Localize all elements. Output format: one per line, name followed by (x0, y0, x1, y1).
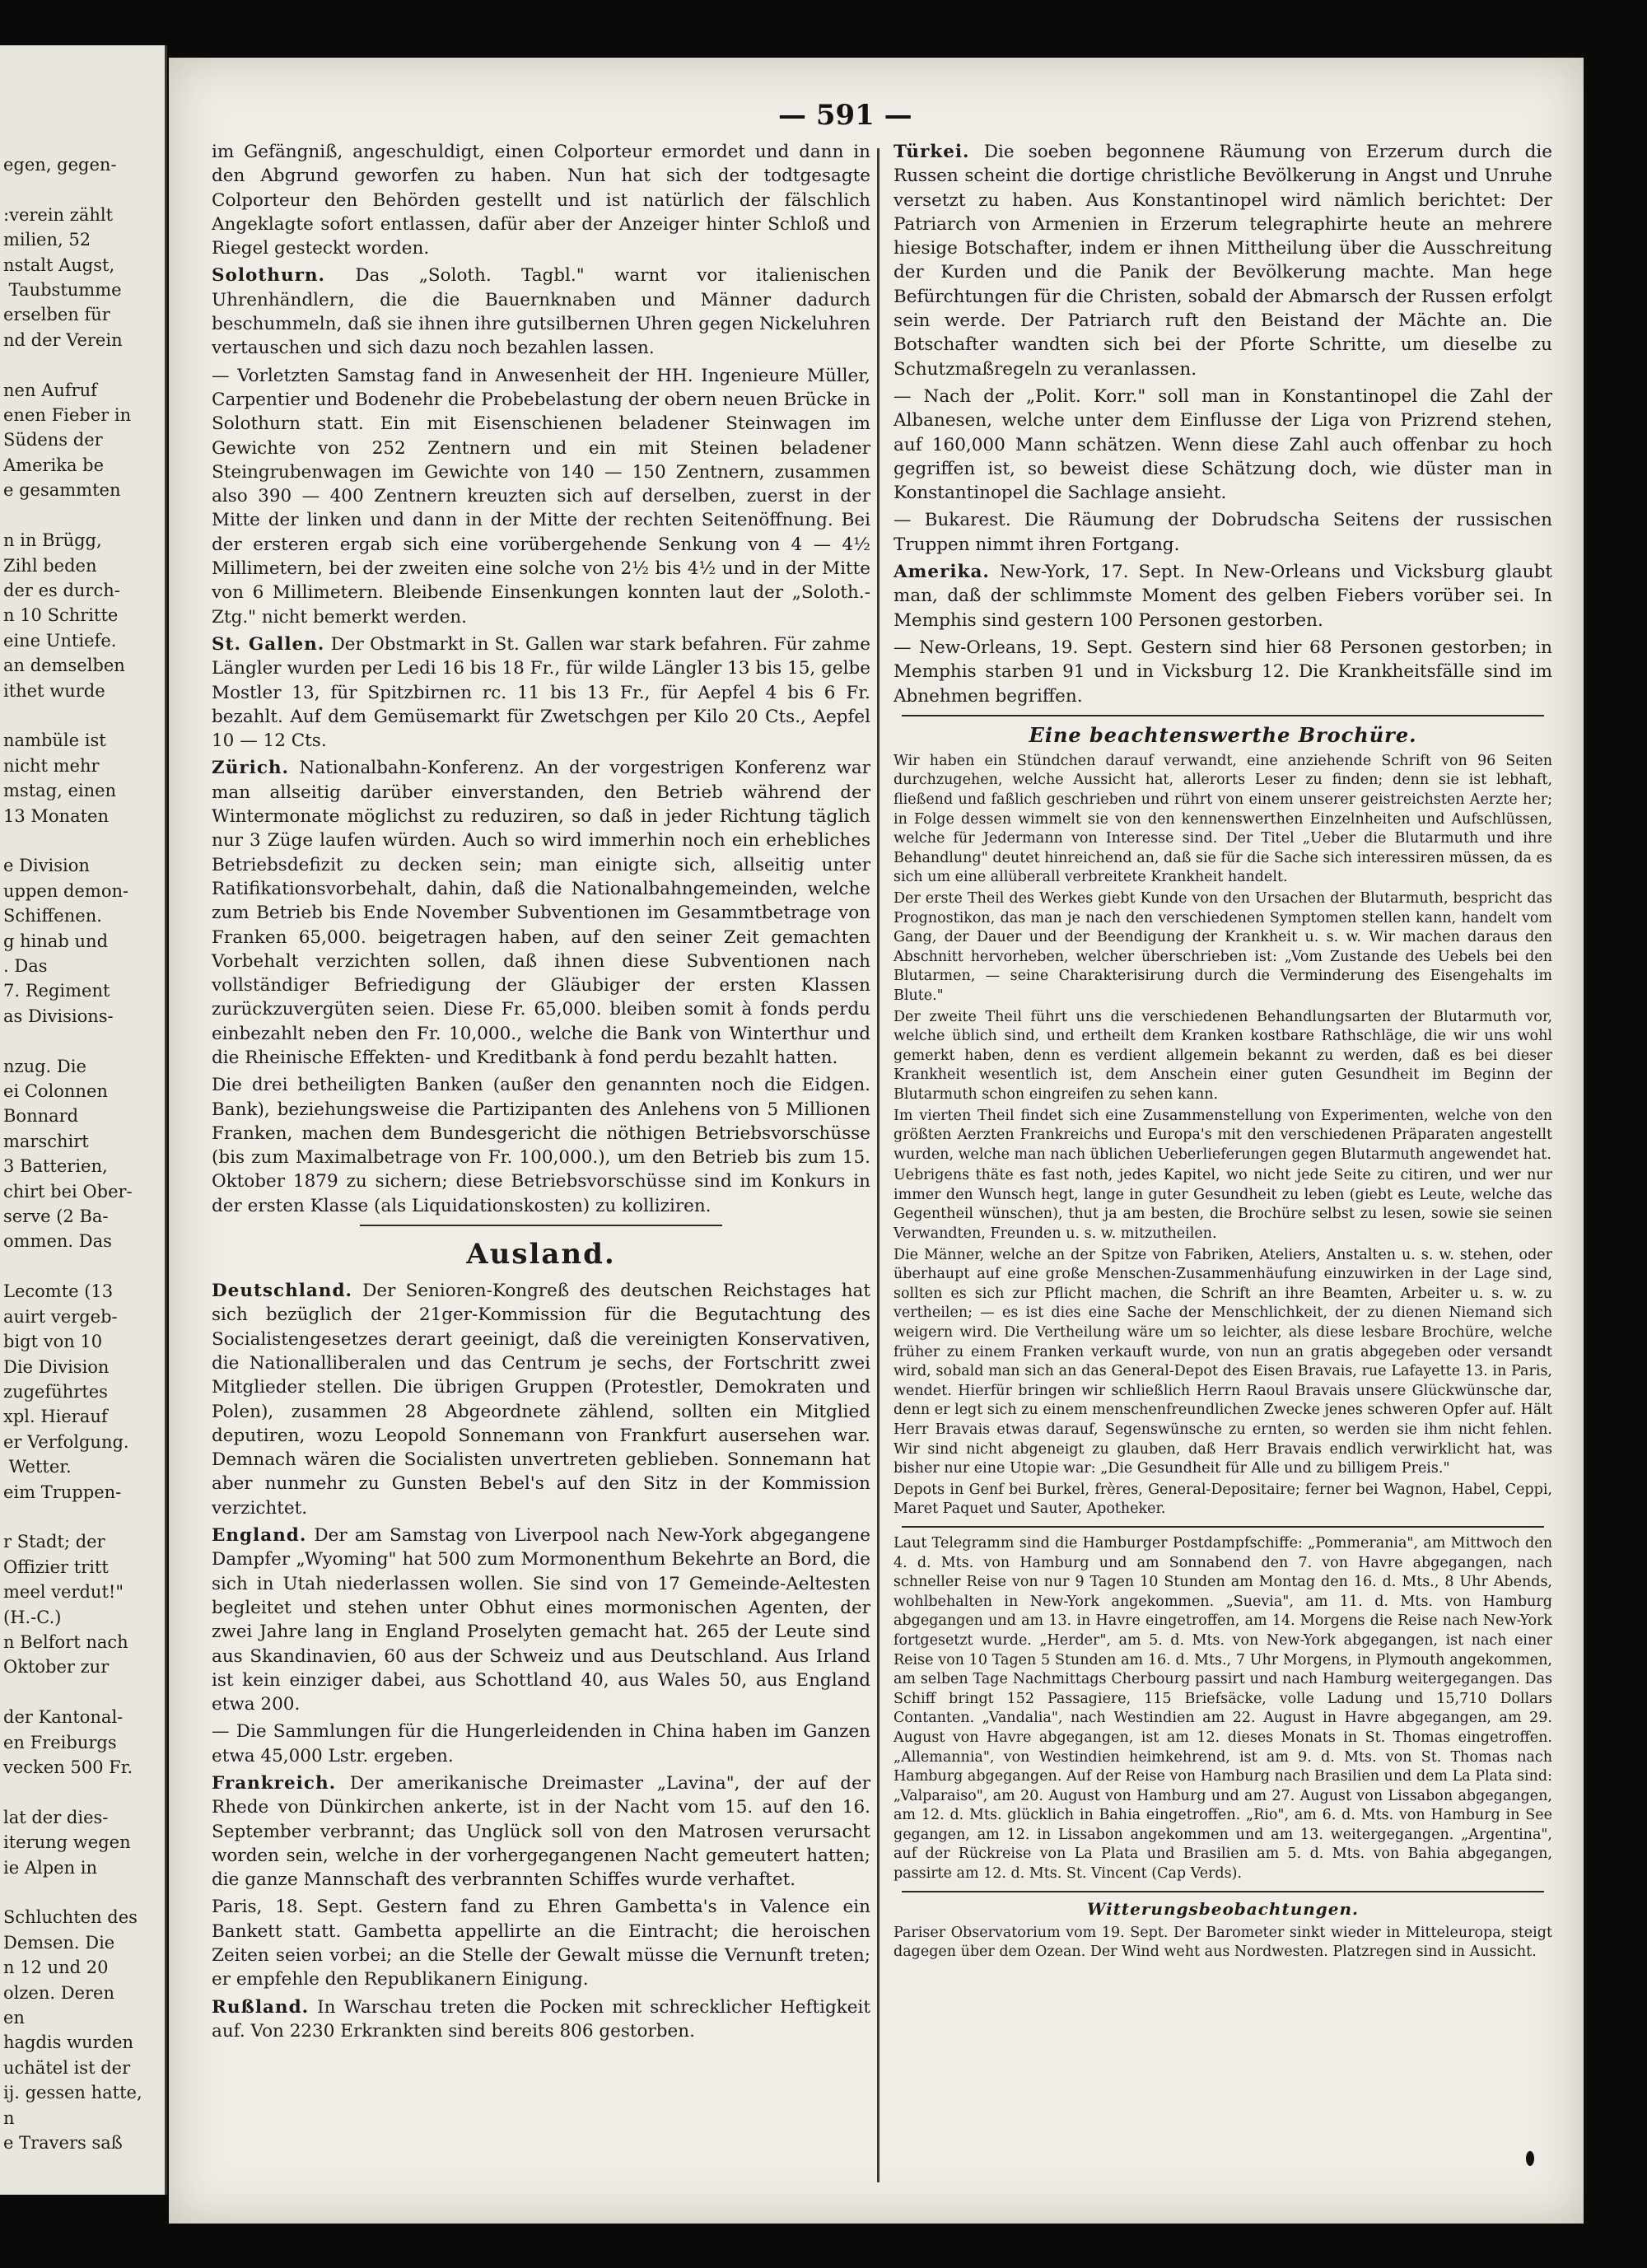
article-body: Das „Soloth. Tagbl." warnt vor italienischen Uhrenhändlern, die die Bauernknaben und Männer dadurch beschummeln, daß sie ihnen ihre gutsilbernen Uhren gegen Nickeluhren vertauschen und sich dazu noch bezahlen lassen. (212, 265, 870, 359)
newspaper-page (169, 58, 1584, 2224)
article-body: New-York, 17. Sept. In New-Orleans und Vicksburg glaubt man, daß der schlimmste Moment des gelben Fiebers vorüber sei. In Memphis sind gestern 100 Personen gestorben. (893, 562, 1552, 631)
column-left (212, 140, 870, 2046)
article-paragraph: — Nach der „Polit. Korr." soll man in Konstantinopel die Zahl der Albanesen, welche unter dem Einflusse der Liga von Prizrend stehen, auf 160,000 Mann schätzen. Wenn diese Zahl auch offenbar zu hoch gegriffen ist, so beweist diese Schätzung doch, wie düster man in Konstantinopel die Sachlage ansieht. (893, 385, 1552, 504)
article-russland (212, 1995, 870, 2044)
shipping-notice: Laut Telegramm sind die Hamburger Postdampfschiffe: „Pommerania", am Mittwoch den 4. d. Mts. von Hamburg und am Sonnabend den 7. von Havre abgegangen, nach schneller Reise von nur 9 Tagen 10 Stunden am Montag den 16. d. Mts., 8 Uhr Abends, wohlbehalten in New-York angekommen. „Suevia", am 11. d. Mts. von Hamburg abgegangen und am 13. in Havre eingetroffen, am 14. Morgens die Reise nach New-York fortgesetzt wurde. „Herder", am 5. d. Mts. von New-York abgegangen, ist nach einer Reise von 10 Tagen 5 Stunden am 16. d. Mts., 7 Uhr Morgens, in Plymouth angekommen, am selben Tage Nachmittags Cherbourg passirt und nach Hamburg weitergegangen. Das Schiff bringt 152 Passagiere, 115 Briefsäcke, volle Ladung und 15,710 Dollars Contanten. „Vandalia", nach Westindien am 22. August in Havre abgegangen, am 29. August von Havre abgegangen, ist am 12. dieses Monats in St. Thomas eingetroffen. „Allemannia", von Westindien heimkehrend, ist am 9. d. Mts. von St. Thomas nach Hamburg abgegangen. Auf der Reise von Hamburg nach Brasilien und dem La Plata sind: „Valparaiso", am 20. August von Hamburg und am 27. August von Lissabon abgegangen, am 12. d. Mts. glücklich in Bahia eingetroffen. „Rio", am 6. d. Mts. von Hamburg in See gegangen, am 12. in Lissabon angekommen und am 13. weitergegangen. „Argentina", auf der Rückreise von La Plata und Brasilien am 5. d. Mts. von Bahia abgegangen, passirte am 12. d. Mts. St. Vincent (Cap Verds). (893, 1534, 1552, 1883)
article-heading: Solothurn. (212, 265, 326, 287)
article-st-gallen (212, 632, 870, 753)
article-heading: Zürich. (212, 758, 290, 779)
weather-title: Witterungsbeobachtungen. (1086, 1898, 1359, 1919)
article-paragraph: — Vorletzten Samstag fand in Anwesenheit der HH. Ingenieure Müller, Carpentier und Bodenehr die Probebelastung der obern neuen Brücke in Solothurn statt. Ein mit Eisenschienen beladener Steinwagen im Gewichte von 252 Zentnern und ein mit Steinen beladener Steingrubenwagen im Gewichte von 140 — 150 Zentnern, zusammen also 390 — 400 Zentnern kreuzten sich auf derselben, zuerst in der Mitte der linken und dann in der Mitte der rechten Seitenöffnung. Bei der ersteren ergab sich eine vorübergehende Senkung von 4 — 4½ Millimetern, bei der zweiten eine solche von 2½ bis 4½ und in der Mitte von 6 Millimetern. Bleibende Einsenkungen konnten laut der „Soloth.-Ztg." nicht bemerkt werden. (212, 365, 870, 628)
article-paragraph: — Die Sammlungen für die Hungerleidenden in China haben im Ganzen etwa 45,000 Lstr. ergeben. (212, 1721, 870, 1766)
section-rule (360, 1225, 722, 1226)
article-deutschland (212, 1279, 870, 1520)
article-paragraph: — New-Orleans, 19. Sept. Gestern sind hier 68 Personen gestorben; in Memphis starben 91 und in Vicksburg 12. Die Krankheitsfälle sind im Abnehmen begriffen. (893, 637, 1552, 707)
article-amerika (893, 560, 1552, 632)
brochure-paragraph: Wir haben ein Stündchen darauf verwandt, eine anziehende Schrift von 96 Seiten durchzugehen, welche Aussicht hat, allerorts Leser zu finden; denn sie ist lebhaft, fließend und faßlich geschrieben und rührt von einem unserer geistreichsten Aerzte her; in Folge dessen wimmelt sie von den kennenswerthen Einzelnheiten und Aufschlüssen, welche für Jedermann von Interesse sind. Der Titel „Ueber die Blutarmuth und ihre Behandlung" deutet hinreichend an, daß sie für die Sache sich interessiren müssen, da es sich um eine allüberall verbreitete Krankheit handelt. (893, 752, 1552, 886)
article-heading: England. (212, 1525, 307, 1547)
article-body: Der am Samstag von Liverpool nach New-York abgegangene Dampfer „Wyoming" hat 500 zum Mormonenthum Bekehrte an Bord, die sich in Utah niederlassen wollen. Sie sind von 17 Gemeinde-Aeltesten begleitet und stehen unter Obhut eines mormonischen Agenten, der zwei Jahre lang in England Proselyten gemacht hat. 265 der Leute sind aus Skandinavien, 60 aus der Schweiz und aus Deutschland. Aus Irland ist kein einziger dabei, aus Schottland 40, aus Wales 50, aus England etwa 200. (212, 1525, 870, 1715)
article-body: Nationalbahn-Konferenz. An der vorgestrigen Konferenz war man allseitig darüber einverstanden, den Betrieb während der Wintermonate möglichst zu reduziren, so daß in jeder Richtung täglich nur 3 Züge laufen würden. Auch so wird immerhin noch ein erhebliches Betriebsdefizit zu decken sein; man einigte sich, allseitig unter Ratifikationsvorbehalt, dahin, daß die Nationalbahngemeinden, welche zum Betrieb bis Ende November Subventionen im Gesammtbetrage von Franken 65,000. beigetragen haben, auf den seiner Zeit gemachten Vorbehalt verzichten sollen, daß ihnen diese Subventionen nach vollständiger Befriedigung der Gläubiger der ersten Klassen zurückzuvergüten seien. Diese Fr. 65,000. bleiben somit à fonds perdu einbezahlt neben den Fr. 10,000., welche die Bank von Winterthur und die Rheinische Effekten- und Kreditbank à fond perdu bezahlt hatten. (212, 758, 870, 1068)
page-number: — 591 — (778, 99, 912, 132)
article-solothurn (212, 264, 870, 360)
article-paragraph: Paris, 18. Sept. Gestern fand zu Ehren Gambetta's in Valence ein Bankett statt. Gambetta appellirte an die Eintracht; die heroischen Zeiten seien vorbei; an die Stelle der Gewalt müsse die Vernunft treten; er empfehle den Republikanern Einigung. (212, 1897, 870, 1990)
article-heading: Frankreich. (212, 1773, 337, 1794)
section-rule (902, 715, 1544, 716)
left-page-text: egen, gegen- :verein zählt milien, 52 nstalt Augst, Taubstumme erselben für nd der Verein nen Aufruf enen Fieber in Südens der Amerika be e gesammten n in Brügg, Zihl beden der es durch- n 10 Schritte eine Untiefe. an demselben ithet wurde nambüle ist nicht mehr mstag, einen 13 Monaten e Division uppen demon- Schiffenen. g hinab und . Das 7. Regiment as Divisions- nzug. Die ei Colonnen Bonnard marschirt 3 Batterien, chirt bei Ober- serve (2 Ba- ommen. Das Lecomte (13 auirt vergeb- bigt von 10 Die Division zugeführtes xpl. Hierauf er Verfolgung. Wetter. eim Truppen- r Stadt; der Offizier tritt meel verdut!" (H.-C.) n Belfort nach Oktober zur der Kantonal- en Freiburgs vecken 500 Fr. lat der dies- iterung wegen ie Alpen in Schluchten des Demsen. Die n 12 und 20 olzen. Deren en hagdis wurden uchätel ist der ij. gessen hatte, n e Travers saß (3, 155, 142, 2154)
article-body: Der Senioren-Kongreß des deutschen Reichstages hat sich bezüglich der 21ger-Kommission für die Begutachtung des Socialistengesetzes derart geeinigt, daß die vereinigten Konservativen, die Nationalliberalen und das Centrum je sechs, der Fortschritt zwei Mitglieder stellen. Die übrigen Gruppen (Protestler, Demokraten und Polen), zusammen 28 Abgeordnete zählend, sollten ein Mitglied deputiren, wozu Leopold Sonnemann von Frankfurt ausersehen war. Demnach wären die Socialisten unvertreten geblieben. Sonnemann hat aber nunmehr zu Gunsten Bebel's auf den Sitz in der Kommission verzichtet. (212, 1281, 870, 1519)
article-paragraph: Die drei betheiligten Banken (außer den genannten noch die Eidgen. Bank), beziehungsweise die Partizipanten des Anlehens von 5 Millionen Franken, machen dem Bundesgericht die nöthigen Betriebsvorschüsse (bis zum Maximalbetrage von Fr. 100,000.), um den Betrieb bis zum 15. Oktober 1879 zu sichern; diese Betriebsvorschüsse sind im Konkurs in der ersten Klasse (als Liquidationskosten) zu kolliziren. (212, 1075, 870, 1216)
article-heading: Rußland. (212, 1996, 310, 2018)
article-tuerkei (893, 140, 1552, 381)
section-rule (902, 1526, 1544, 1528)
brochure-paragraph: Im vierten Theil findet sich eine Zusammenstellung von Experimenten, welche von den größten Aerzten Frankreichs und Europa's mit den verschiedenen Präparaten angestellt wurden, welche man nach üblichen Ueberlieferungen gegen Blutarmuth angewendet hat. (893, 1107, 1552, 1163)
article-paragraph: — Bukarest. Die Räumung der Dobrudscha Seitens der russischen Truppen nimmt ihren Fortgang. (893, 510, 1552, 555)
page-hole-mark (1526, 2151, 1534, 2166)
brochure-depots: Depots in Genf bei Burkel, frères, General-Depositaire; ferner bei Wagnon, Habel, Ceppi, Maret Paquet und Sauter, Apotheker. (893, 1481, 1552, 1518)
section-rule (902, 1891, 1544, 1892)
column-divider (877, 148, 879, 2182)
brochure-paragraph: Uebrigens thäte es fast noth, jedes Kapitel, wo nicht jede Seite zu citiren, und wer nur immer den Wunsch hegt, lange in guter Gesundheit zu leben (giebt es Leute, welche das Gegentheil wünschen), thut ja am besten, die Brochüre selbst zu lesen, sowie sie seinen Verwandten, Freunden u. s. w. mitzutheilen. (893, 1167, 1552, 1243)
left-page-fragment (0, 45, 167, 2195)
article-frankreich (212, 1771, 870, 1892)
article-body: Der Obstmarkt in St. Gallen war stark befahren. Für zahme Längler wurden per Ledi 16 bis 18 Fr., für wilde Längler 13 bis 15, gelbe Mostler 13, für Spitzbirnen rc. 11 bis 13 Fr., für Aepfel 4 bis 6 Fr. bezahlt. Auf dem Gemüsemarkt für Zwetschgen per Kilo 20 Cts., Aepfel 10 — 12 Cts. (212, 633, 870, 752)
article-zuerich (212, 756, 870, 1070)
brochure-paragraph: Der zweite Theil führt uns die verschiedenen Behandlungsarten der Blutarmuth vor, welche üblich sind, und ertheilt dem Kranken kostbare Rathschläge, die wir uns wohl gemerkt haben, denn es verdient allgemein bekannt zu werden, daß es bei dieser Krankheit wesentlich ist, dem Anschein einer guten Gesundheit im Beginn der Blutarmuth schon eingreifen zu sehen kann. (893, 1008, 1552, 1103)
brochure-title: Eine beachtenswerthe Brochüre. (1029, 722, 1417, 747)
column-right (893, 140, 1552, 1964)
brochure-paragraph: Die Männer, welche an der Spitze von Fabriken, Ateliers, Anstalten u. s. w. stehen, oder überhaupt auf eine große Menschen-Zusammenhäufung einzuwirken in der Lage sind, sollten es sich zur Pflicht machen, die Schrift an ihre Beamten, Arbeiter u. s. w. zu vertheilen; — es ist dies eine Sache der Menschlichkeit, der zu dienen Niemand sich weigern wird. Die Vertheilung wäre um so leichter, als diese lesbare Brochüre, welche früher zu einem Franken verkauft wurde, von nun an gratis abgegeben oder versandt wird, sobald man sich an das General-Depot des Eisen Bravais, rue Lafayette 13. in Paris, wendet. Hierfür bringen wir schließlich Herrn Raoul Bravais unsere Glückwünsche dar, denn er legt sich zu einem menschenfreundlichen Zwecke jenes schweren Opfer auf. Hält Herr Bravais etwas darauf, Segenswünsche zu ernten, so werden sie ihm nicht fehlen. Wir sind nicht abgeneigt zu glauben, daß Herr Bravais endlich verwirklicht hat, was bisher nur eine Utopie war: „Die Gesundheit für Alle und zu billigem Preis." (893, 1246, 1552, 1477)
article-body: In Warschau treten die Pocken mit schrecklicher Heftigkeit auf. Von 2230 Erkrankten sind bereits 806 gestorben. (212, 1996, 870, 2042)
article-heading: St. Gallen. (212, 633, 325, 655)
section-heading-ausland: Ausland. (466, 1238, 616, 1272)
article-heading: Deutschland. (212, 1281, 352, 1302)
article-heading: Amerika. (893, 562, 990, 583)
brochure-paragraph: Der erste Theil des Werkes giebt Kunde von den Ursachen der Blutarmuth, bespricht das Prognostikon, das man je nach den verschiedenen Symptomen stellen kann, handelt vom Gang, der Dauer und der Beendigung der Krankheit u. s. w. Wir machen daraus den Abschnitt hervorheben, welcher überschrieben ist: „Vom Zustande des Uebels bei den Blutarmen, — seine Charakterisirung durch die Verminderung des Eisengehalts im Blute." (893, 889, 1552, 1004)
weather-report: Pariser Observatorium vom 19. Sept. Der Barometer sinkt wieder in Mitteleuropa, steigt dagegen über dem Ozean. Der Wind weht aus Nordwesten. Platzregen sind in Aussicht. (893, 1924, 1552, 1961)
article-body: Der amerikanische Dreimaster „Lavina", der auf der Rhede von Dünkirchen ankerte, ist in der Nacht vom 15. auf den 16. September verbrannt; das Unglück soll von den Matrosen verursacht worden sein, welche in der vorhergegangenen Nacht gemeutert hatten; die ganze Mannschaft des verbrannten Schiffes wurde verhaftet. (212, 1773, 870, 1891)
article-paragraph: im Gefängniß, angeschuldigt, einen Colporteur ermordet und dann in den Abgrund geworfen zu haben. Nun hat sich der todtgesagte Colporteur den Behörden gestellt und ist natürlich der fälschlich Angeklagte sofort entlassen, dafür aber der Anzeiger hinter Schloß und Riegel gesteckt worden. (212, 142, 870, 259)
article-england (212, 1524, 870, 1716)
article-heading: Türkei. (893, 142, 970, 162)
article-body: Die soeben begonnene Räumung von Erzerum durch die Russen scheint die dortige christliche Bevölkerung in Angst und Unruhe versetzt zu haben. Aus Konstantinopel wird nämlich berichtet: Der Patriarch von Armenien in Erzerum telegraphirte heute an mehrere hiesige Botschafter, indem er ihnen Mittheilung über die Ausschreitung der Kurden und die Panik der Bevölkerung machte. Man hege Befürchtungen für die Christen, sobald der Abmarsch der Russen erfolgt sein werde. Der Patriarch ruft den Beistand der Mächte an. Die Botschafter wandten sich bei der Pforte Schritte, um dieselbe zu Schutzmaßregeln zu veranlassen. (893, 142, 1552, 380)
